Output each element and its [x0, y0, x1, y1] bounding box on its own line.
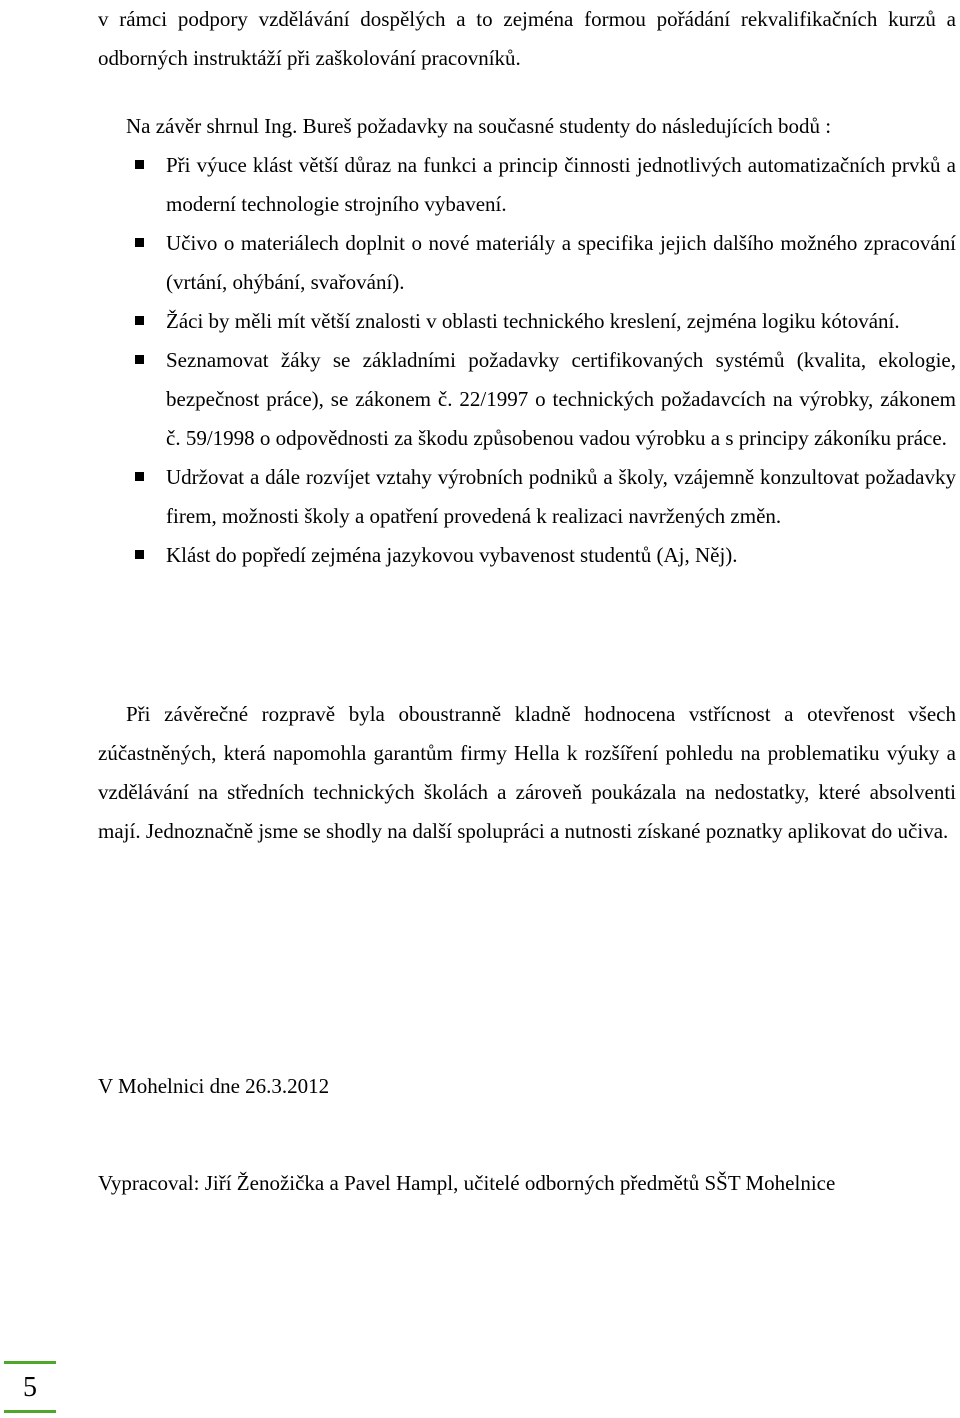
square-bullet-icon [135, 316, 144, 325]
page-number: 5 [23, 1372, 37, 1403]
list-item [0, 224, 960, 302]
list-item [0, 146, 960, 224]
list-item [0, 458, 960, 536]
list-item-text: Žáci by měli mít větší znalosti v oblasti technického kreslení, zejména logiku kótování. [166, 309, 900, 333]
list-item [0, 302, 960, 341]
square-bullet-icon [135, 355, 144, 364]
closing-paragraph: Při závěrečné rozpravě byla oboustranně kladně hodnocena vstřícnost a otevřenost všech zúčastněných, která napomohla garantům firmy Hella k rozšíření pohledu na problematiku výuky a vzdělávání na středních technických školách a zároveň poukázala na nedostatky, které absolventi mají. Jednoznačně jsme se shodly na další spolupráci a nutnosti získané poznatky aplikovat do učiva. [98, 702, 956, 843]
list-item-text: Seznamovat žáky se základními požadavky certifikovaných systémů (kvalita, ekologie, bezpečnost práce), se zákonem č. 22/1997 o technických požadavcích na výrobky, zákonem č. 59/1998 o odpovědnosti za škodu způsobenou vadou výrobku a s principy zákoníku práce. [166, 348, 956, 450]
intro-paragraph-tail: v rámci podpory vzdělávání dospělých a to zejména formou pořádání rekvalifikačních kurzů a odborných instruktáží při zaškolování pracovníků. [98, 7, 956, 70]
list-item [0, 536, 960, 575]
list-item-text: Udržovat a dále rozvíjet vztahy výrobních podniků a školy, vzájemně konzultovat požadavky firem, možnosti školy a opatření provedená k realizaci navržených změn. [166, 465, 956, 528]
square-bullet-icon [135, 550, 144, 559]
requirements-list [0, 146, 960, 575]
page-number-frame [4, 1361, 56, 1413]
list-item-text: Při výuce klást větší důraz na funkci a princip činnosti jednotlivých automatizačních prvků a moderní technologie strojního vybavení. [166, 153, 956, 216]
list-item [0, 341, 960, 458]
summary-heading: Na závěr shrnul Ing. Bureš požadavky na současné studenty do následujících bodů : [126, 114, 832, 138]
list-item-text: Učivo o materiálech doplnit o nové materiály a specifika jejich dalšího možného zpracování (vrtání, ohýbání, svařování). [166, 231, 956, 294]
place-and-date: V Mohelnici dne 26.3.2012 [98, 1074, 330, 1098]
author-line: Vypracoval: Jiří Ženožička a Pavel Hampl, učitelé odborných předmětů SŠT Mohelnice [98, 1171, 836, 1195]
square-bullet-icon [135, 160, 144, 169]
square-bullet-icon [135, 238, 144, 247]
list-item-text: Klást do popředí zejména jazykovou vybavenost studentů (Aj, Něj). [166, 543, 738, 567]
square-bullet-icon [135, 472, 144, 481]
